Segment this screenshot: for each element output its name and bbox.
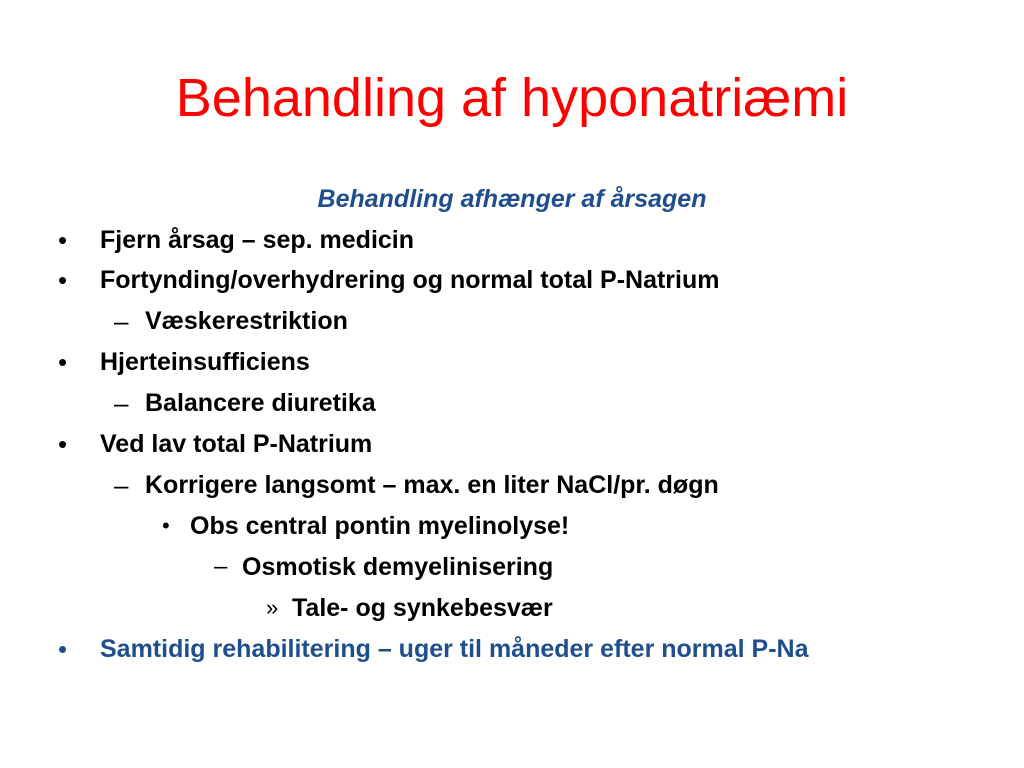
list-item xyxy=(58,262,720,298)
dash-icon: – xyxy=(114,470,129,500)
list-item xyxy=(266,590,553,626)
dash-icon: – xyxy=(114,388,129,418)
list-item xyxy=(58,222,415,258)
list-item-text: Fortynding/overhydrering og normal total P-Natrium xyxy=(100,266,720,294)
bullet-icon: • xyxy=(58,634,68,664)
list-item-text: Korrigere langsomt – max. en liter NaCl/pr. døgn xyxy=(145,471,719,499)
dash-icon: – xyxy=(214,553,228,580)
list-item-text: Væskerestriktion xyxy=(145,307,348,335)
list-item-text: Hjerteinsufficiens xyxy=(100,348,310,376)
list-item xyxy=(114,467,719,503)
list-item-highlight xyxy=(58,631,809,667)
slide-title: Behandling af hyponatriæmi xyxy=(175,68,849,128)
list-item-text: Tale- og synkebesvær xyxy=(292,594,553,622)
list-item-text: Ved lav total P-Natrium xyxy=(100,430,373,458)
raquo-icon: » xyxy=(266,595,279,620)
slide-subtitle: Behandling afhænger af årsagen xyxy=(317,185,707,213)
list-item xyxy=(162,508,570,544)
bullet-icon: • xyxy=(162,513,170,538)
list-item-text: Obs central pontin myelinolyse! xyxy=(190,512,570,540)
list-item xyxy=(114,303,348,339)
list-item-text: Balancere diuretika xyxy=(145,389,376,417)
dash-icon: – xyxy=(114,306,129,336)
list-item-text: Samtidig rehabilitering – uger til måneder efter normal P-Na xyxy=(100,635,809,663)
list-item xyxy=(114,385,376,421)
bullet-icon: • xyxy=(58,429,68,459)
list-item xyxy=(58,344,310,380)
bullet-icon: • xyxy=(58,225,68,255)
list-item xyxy=(214,549,554,585)
list-item xyxy=(58,426,373,462)
list-item-text: Osmotisk demyelinisering xyxy=(242,553,554,581)
bullet-icon: • xyxy=(58,265,68,295)
bullet-icon: • xyxy=(58,347,68,377)
list-item-text: Fjern årsag – sep. medicin xyxy=(100,226,415,254)
